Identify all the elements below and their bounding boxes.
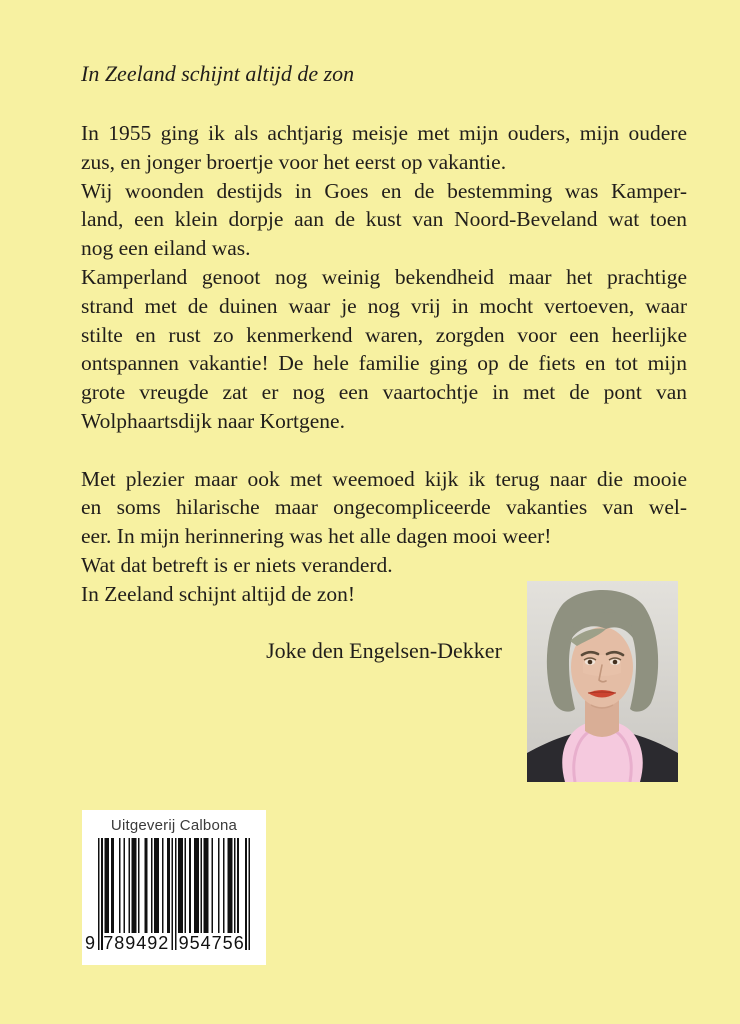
blurb-line: Kamperland genoot nog weinig bekendheid maar het prachtige xyxy=(81,264,687,289)
blurb-line: ontspannen vakantie! De hele familie ging op de fiets en tot mijn xyxy=(81,351,687,376)
blurb-line: en soms hilarische maar ongecompliceerde vakanties van wel- xyxy=(81,495,687,520)
blurb-line: grote vreugde zat er nog een vaartochtje in met de pont van xyxy=(81,380,687,405)
blurb-line: land, een klein dorpje aan de kust van Noord-Beveland wat toen xyxy=(81,207,687,232)
book-title: In Zeeland schijnt altijd de zon xyxy=(81,61,355,86)
blurb-line: Met plezier maar ook met weemoed kijk ik terug naar die mooie xyxy=(81,466,687,491)
barcode-bars xyxy=(84,838,250,953)
blurb-line: eer. In mijn herinnering was het alle dagen mooi weer! xyxy=(81,524,552,549)
blurb-line: zus, en jonger broertje voor het eerst op vakantie. xyxy=(81,149,507,174)
blurb-text xyxy=(81,119,687,609)
author-portrait-illustration xyxy=(527,581,678,782)
blurb-line: Wij woonden destijds in Goes en de bestemming was Kamper- xyxy=(81,178,687,203)
blank-line xyxy=(81,436,687,465)
blurb-line: Wolphaartsdijk naar Kortgene. xyxy=(81,408,345,433)
author-name: Joke den Engelsen-Dekker xyxy=(266,638,502,664)
author-photo xyxy=(527,581,678,782)
blurb-line: stilte en rust zo kenmerkend waren, zorgden voor een heerlijke xyxy=(81,322,687,347)
isbn-digits-right: 954756 xyxy=(178,933,245,953)
publisher-name: Uitgeverij Calbona xyxy=(110,817,238,834)
isbn-barcode xyxy=(82,810,266,965)
blurb-line: strand met de duinen waar je nog vrij in mocht vertoeven, waar xyxy=(81,293,687,318)
blurb-line: In 1955 ging ik als achtjarig meisje met mijn ouders, mijn oudere xyxy=(81,121,687,145)
blurb-line: Wat dat betreft is er niets veranderd. xyxy=(81,552,393,577)
isbn-digits-left: 789492 xyxy=(103,933,170,953)
blurb-line: nog een eiland was. xyxy=(81,236,251,261)
blurb-line: In Zeeland schijnt altijd de zon! xyxy=(81,581,356,606)
isbn-lead-digit: 9 xyxy=(84,933,95,953)
